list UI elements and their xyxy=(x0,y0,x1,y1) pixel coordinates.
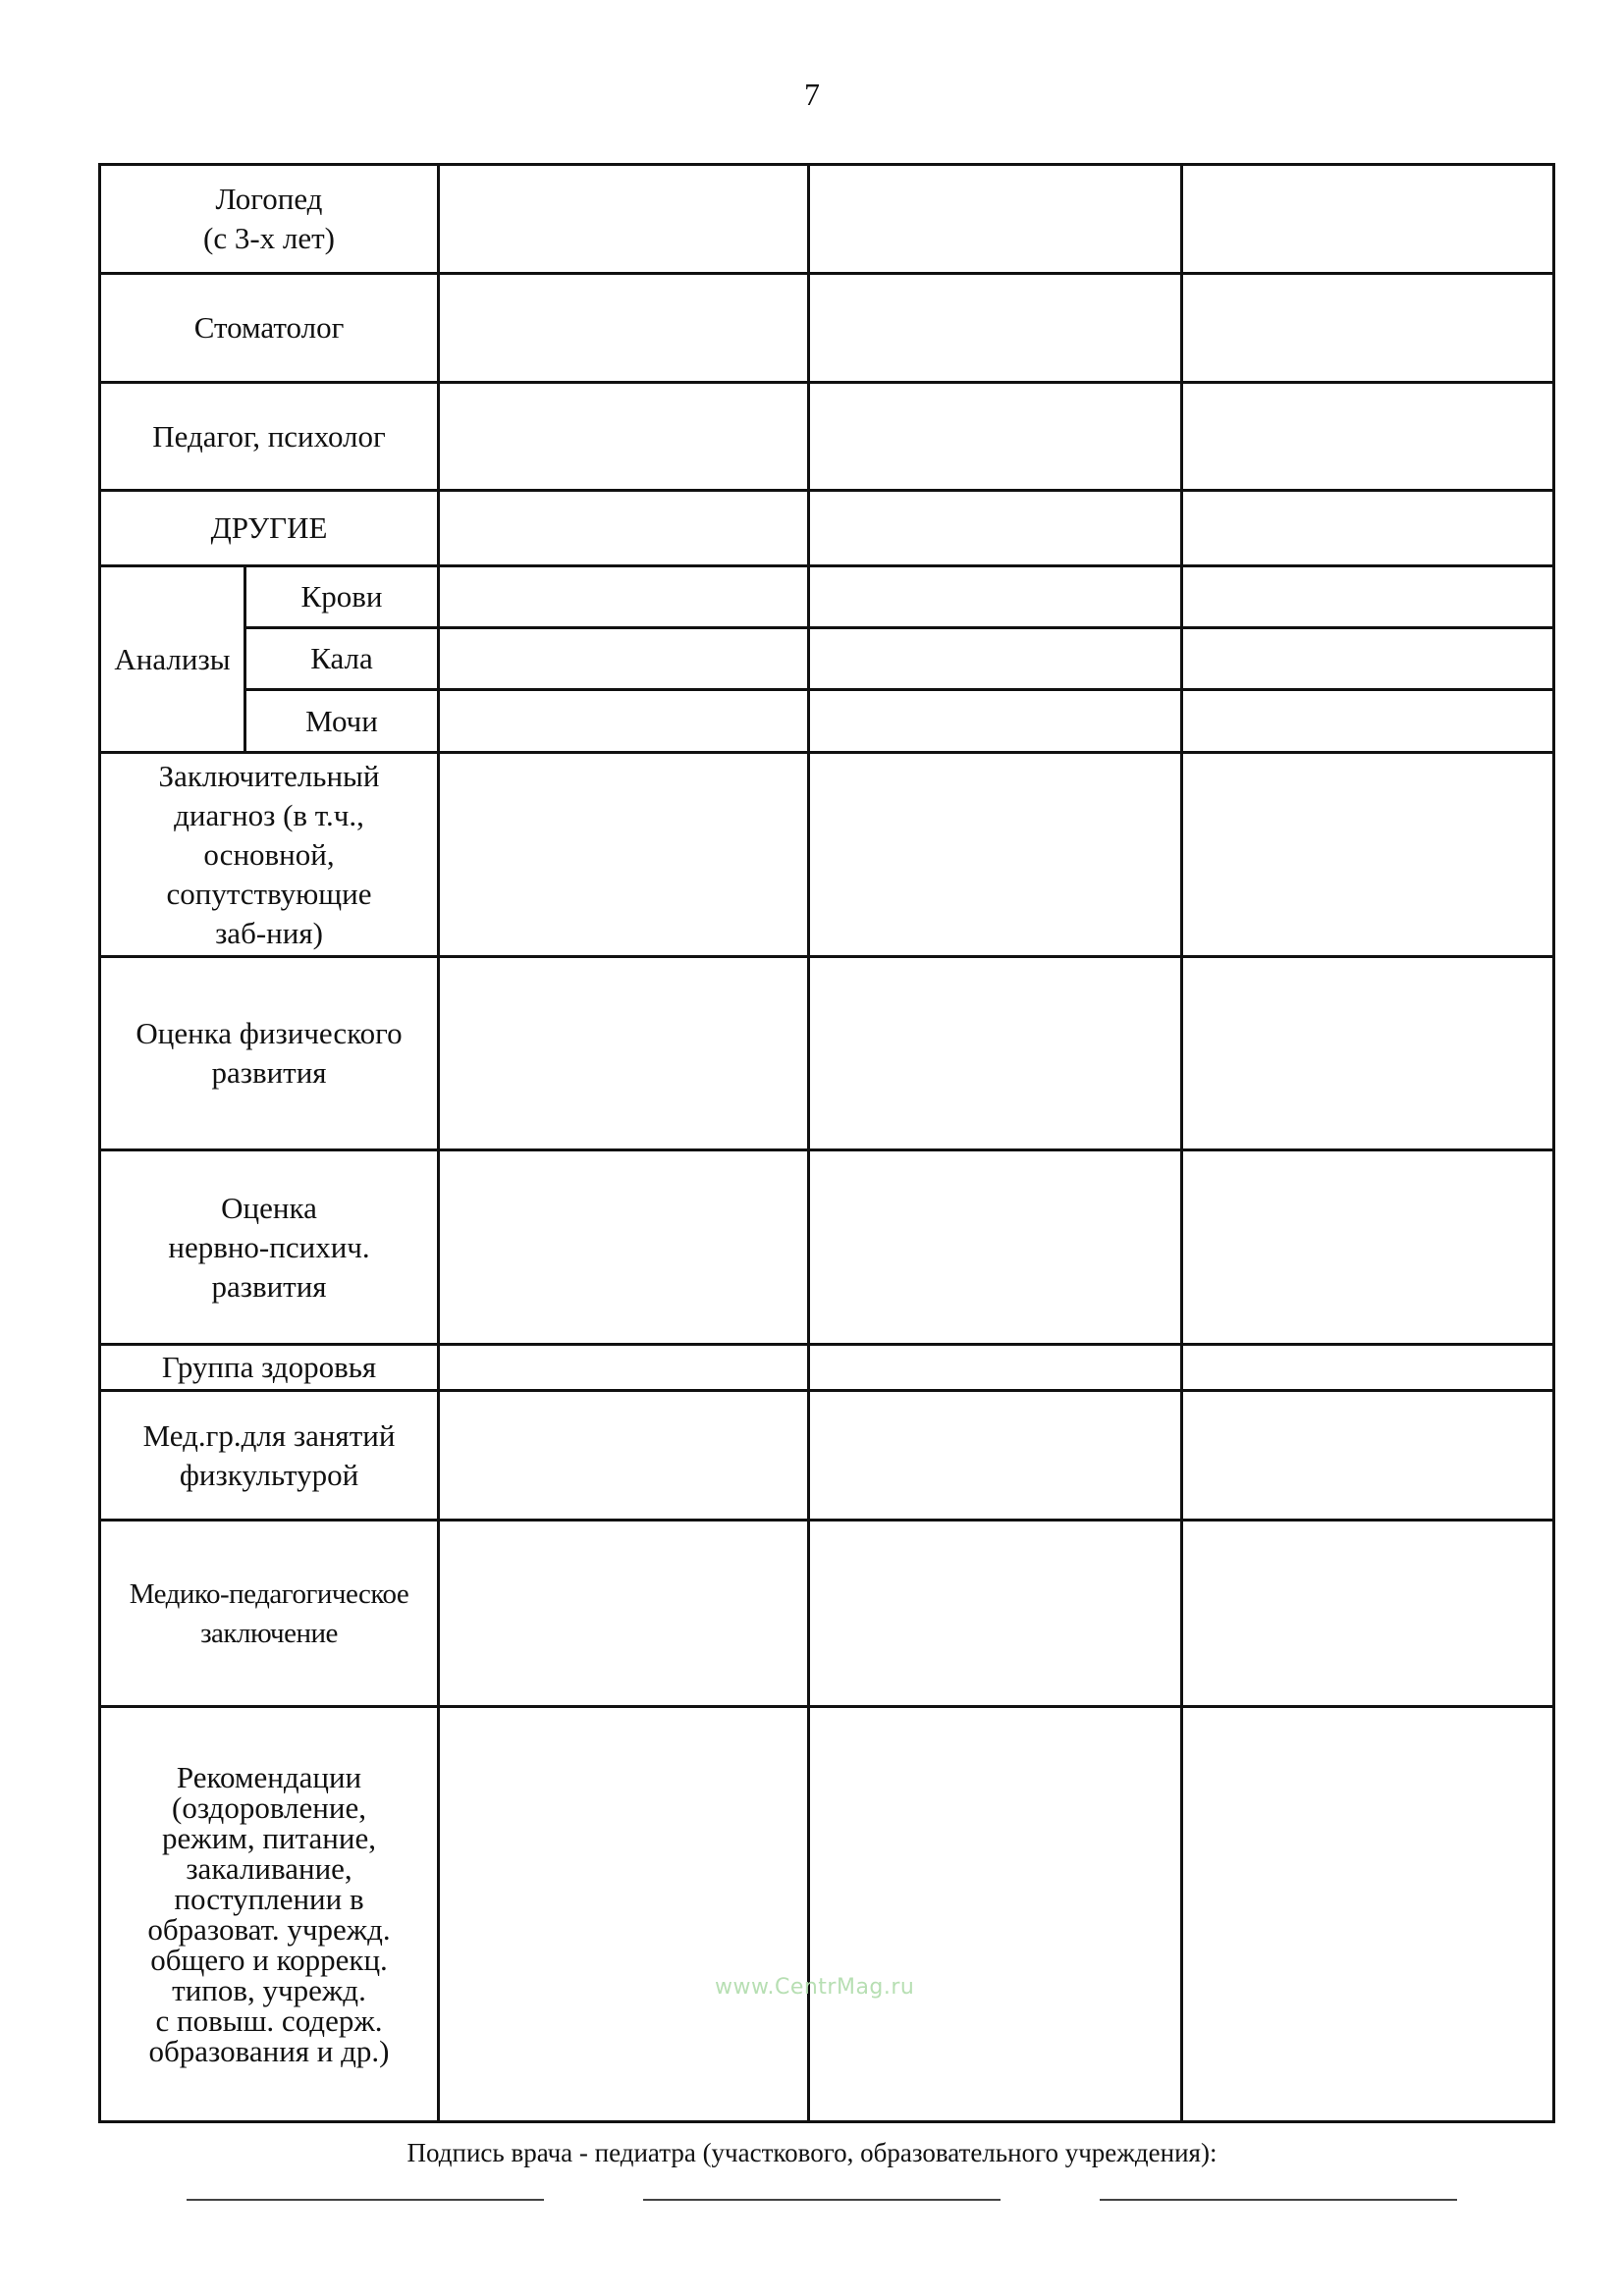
entry-cell[interactable] xyxy=(1182,383,1554,491)
row-label-medical-pedagogical-conclusion: Медико-педагогическое заключение xyxy=(100,1521,439,1707)
entry-cell[interactable] xyxy=(1182,957,1554,1150)
table-row xyxy=(100,165,1554,274)
entry-cell[interactable] xyxy=(439,957,809,1150)
medical-exam-table xyxy=(98,163,1555,2123)
row-label-teacher-psychologist: Педагог, психолог xyxy=(100,383,439,491)
entry-cell[interactable] xyxy=(809,1391,1182,1521)
row-label-blood: Крови xyxy=(245,566,439,628)
entry-cell[interactable] xyxy=(1182,165,1554,274)
entry-cell[interactable] xyxy=(1182,690,1554,753)
entry-cell[interactable] xyxy=(1182,566,1554,628)
entry-cell[interactable] xyxy=(1182,1521,1554,1707)
entry-cell[interactable] xyxy=(809,628,1182,690)
entry-cell[interactable] xyxy=(439,1521,809,1707)
row-label-urine: Мочи xyxy=(245,690,439,753)
entry-cell[interactable] xyxy=(439,383,809,491)
table-row xyxy=(100,1521,1554,1707)
entry-cell[interactable] xyxy=(809,1521,1182,1707)
signature-line[interactable] xyxy=(187,2199,544,2201)
row-label-analyses: Анализы xyxy=(100,566,245,753)
entry-cell[interactable] xyxy=(439,1391,809,1521)
entry-cell[interactable] xyxy=(439,1345,809,1391)
entry-cell[interactable] xyxy=(439,165,809,274)
table-row xyxy=(100,690,1554,753)
entry-cell[interactable] xyxy=(1182,1345,1554,1391)
entry-cell[interactable] xyxy=(439,628,809,690)
table-row xyxy=(100,628,1554,690)
row-label-recommendations: Рекомендации (оздоровление, режим, питание, закаливание, поступлении в образоват. учрежд. общего и коррекц. типов, учрежд. с повыш. содерж. образования и др.) xyxy=(100,1707,439,2122)
page-number: 7 xyxy=(804,77,820,112)
table-row xyxy=(100,1707,1554,2122)
table-row xyxy=(100,1391,1554,1521)
entry-cell[interactable] xyxy=(439,690,809,753)
entry-cell[interactable] xyxy=(1182,753,1554,957)
entry-cell[interactable] xyxy=(809,1150,1182,1345)
entry-cell[interactable] xyxy=(809,165,1182,274)
entry-cell[interactable] xyxy=(809,383,1182,491)
signature-line[interactable] xyxy=(643,2199,1001,2201)
entry-cell[interactable] xyxy=(1182,1150,1554,1345)
table-row xyxy=(100,1345,1554,1391)
table-row xyxy=(100,566,1554,628)
entry-cell[interactable] xyxy=(809,274,1182,383)
entry-cell[interactable] xyxy=(1182,1707,1554,2122)
row-label-others: ДРУГИЕ xyxy=(100,491,439,566)
signature-line[interactable] xyxy=(1100,2199,1457,2201)
entry-cell[interactable] xyxy=(809,690,1182,753)
entry-cell[interactable] xyxy=(809,566,1182,628)
entry-cell[interactable] xyxy=(439,1707,809,2122)
entry-cell[interactable] xyxy=(439,753,809,957)
row-label-neuropsychic-development: Оценка нервно-психич. развития xyxy=(100,1150,439,1345)
entry-cell[interactable] xyxy=(1182,491,1554,566)
entry-cell[interactable] xyxy=(809,957,1182,1150)
watermark: www.CentrMag.ru xyxy=(715,1975,915,2000)
entry-cell[interactable] xyxy=(1182,628,1554,690)
entry-cell[interactable] xyxy=(439,274,809,383)
table-row xyxy=(100,753,1554,957)
row-label-stool: Кала xyxy=(245,628,439,690)
entry-cell[interactable] xyxy=(439,1150,809,1345)
signature-caption: Подпись врача - педиатра (участкового, образовательного учреждения): xyxy=(406,2138,1218,2167)
row-label-health-group: Группа здоровья xyxy=(100,1345,439,1391)
row-label-pe-medical-group: Мед.гр.для занятий физкультурой xyxy=(100,1391,439,1521)
table-row xyxy=(100,1150,1554,1345)
row-label-final-diagnosis: Заключительный диагноз (в т.ч., основной, сопутствующие заб-ния) xyxy=(100,753,439,957)
entry-cell[interactable] xyxy=(809,491,1182,566)
entry-cell[interactable] xyxy=(439,491,809,566)
entry-cell[interactable] xyxy=(809,1707,1182,2122)
table-row xyxy=(100,274,1554,383)
table-row xyxy=(100,957,1554,1150)
row-label-speech-therapist: Логопед (с 3-х лет) xyxy=(100,165,439,274)
entry-cell[interactable] xyxy=(809,753,1182,957)
entry-cell[interactable] xyxy=(439,566,809,628)
entry-cell[interactable] xyxy=(1182,274,1554,383)
entry-cell[interactable] xyxy=(809,1345,1182,1391)
row-label-dentist: Стоматолог xyxy=(100,274,439,383)
table-row xyxy=(100,491,1554,566)
row-label-physical-development: Оценка физического развития xyxy=(100,957,439,1150)
table-row xyxy=(100,383,1554,491)
entry-cell[interactable] xyxy=(1182,1391,1554,1521)
